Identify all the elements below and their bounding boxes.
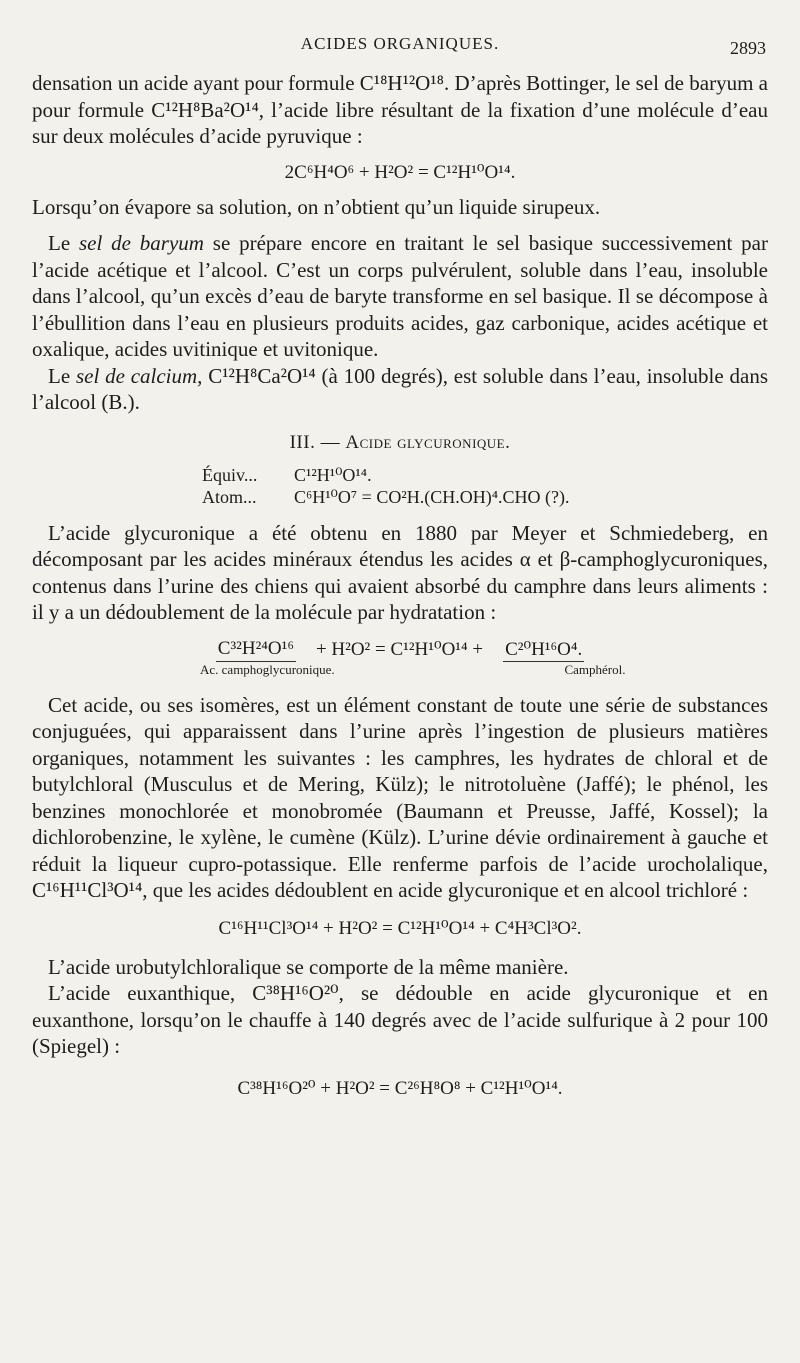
section-heading (32, 430, 768, 456)
section-number: III. — (289, 431, 346, 453)
text-run: C¹²H⁸Ca²O¹⁴ (à 100 degrés), est soluble dans l’eau, insoluble dans l’alcool (B.). (32, 363, 768, 414)
text-run: se prépare encore en traitant le sel basique successivement par l’acide acétique et l’alcool. C’est un corps pulvérulent, soluble dans l’eau, insoluble dans l’alcool, qu’un excès d’eau de baryte transforme en sel basique. Il se décompose à l’ébullition dans l’eau en plusieurs produits acides, gaz carbonique, acides acétique et oxalique, acides uvitinique et uvitonique. (32, 231, 768, 361)
equiv-label: Équiv... (202, 464, 258, 485)
equivalent-formula (202, 464, 768, 486)
formula-euxanthic: C³⁸H¹⁶O²⁰ + H²O² = C²⁶H⁸O⁸ + C¹²H¹⁰O¹⁴. (237, 1077, 563, 1099)
term-sel-de-calcium: sel de calcium, (75, 363, 203, 388)
running-title: ACIDES ORGANIQUES. (300, 34, 500, 53)
paragraph-calcium (32, 363, 768, 416)
formula-camphoglycuronic (32, 638, 768, 662)
formula-term-1: C³²H²⁴O¹⁶ (216, 638, 296, 662)
paragraph-baryum (32, 230, 768, 363)
page-number: 2893 (730, 38, 766, 58)
paragraph-1: densation un acide ayant pour formule C¹⁸H¹²O¹⁸. D’après Bottinger, le sel de baryum a pour formule C¹²H⁸Ba²O¹⁴, l’acide libre résultant de la fixation d’une molécule d’eau sur deux molécules d’acide pyruvique : (32, 71, 768, 148)
term-sel-de-baryum: sel de baryum (78, 231, 204, 255)
paragraph-8: L’acide euxanthique, C³⁸H¹⁶O²⁰, se dédouble en acide glycuronique et en euxanthone, lorsqu’on le chauffe à 140 degrés avec de l’acide sulfurique à 2 pour 100 (Spiegel) : (32, 981, 768, 1058)
section-title: Acide glycuronique. (345, 431, 511, 453)
text-run: Le (48, 231, 79, 255)
running-header (0, 34, 800, 64)
label-ac-camphoglycuronique: Ac. camphoglycuronique. (200, 661, 335, 677)
formula-labels (32, 662, 768, 678)
atomic-formula (202, 486, 768, 508)
label-camphol: Camphérol. (564, 661, 626, 677)
formula-middle: + H²O² = C¹²H¹⁰O¹⁴ + (315, 638, 484, 660)
paragraph-5: L’acide glycuronique a été obtenu en 1880 par Meyer et Schmiedeberg, en décomposant par les acides minéraux étendus les acides α et β-camphoglycuroniques, contenus dans l’urine des chiens qui avaient absorbé du camphre dans leurs aliments : il y a un dédoublement de la molécule par hydratation : (32, 520, 768, 624)
equiv-value: C¹²H¹⁰O¹⁴. (294, 464, 372, 485)
formula-term-2: C²⁰H¹⁶O⁴. (505, 638, 583, 660)
atom-value: C⁶H¹⁰O⁷ = CO²H.(CH.OH)⁴.CHO (?). (294, 486, 570, 507)
paragraph-2: Lorsqu’on évapore sa solution, on n’obtient qu’un liquide sirupeux. (32, 194, 601, 219)
paragraph-6: Cet acide, ou ses isomères, est un élément constant de toute une série de substances conjuguées, qui apparaissent dans l’urine après l’ingestion de plusieurs matières organiques, notamment les suivantes : les camphres, les hydrates de chloral et de butylchloral (Musculus et de Mering, Külz); le nitrotoluène (Jaffé); le phénol, les benzines monochlorée et monobromée (Baumann et Preusse, Jaffé, Kossel); la dichlorobenzine, le xylène, le cumène (Külz). L’urine dévie ordinairement à gauche et réduit la liqueur cupro-potassique. Elle renferme parfois de l’acide urocholalique, C¹⁶H¹¹Cl³O¹⁴, que les acides dédoublent en acide glycuronique et en alcool trichloré : (32, 692, 768, 902)
page-body (32, 70, 768, 1102)
formula-urocholalic: C¹⁶H¹¹Cl³O¹⁴ + H²O² = C¹²H¹⁰O¹⁴ + C⁴H³Cl³O². (218, 917, 582, 939)
paragraph-7: L’acide urobutylchloralique se comporte de la même manière. (48, 954, 569, 979)
text-run: Le (48, 363, 76, 388)
atom-label: Atom... (202, 486, 257, 507)
formula-pyruvic: 2C⁶H⁴O⁶ + H²O² = C¹²H¹⁰O¹⁴. (284, 161, 516, 183)
